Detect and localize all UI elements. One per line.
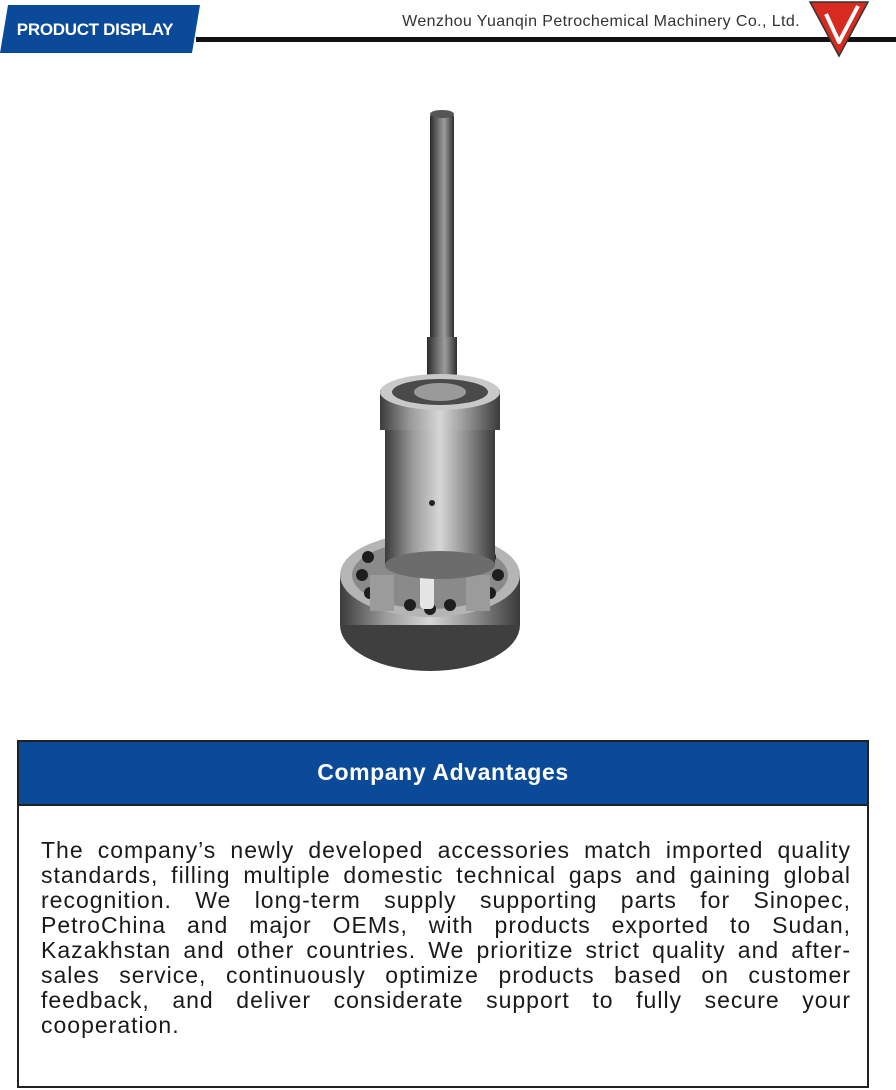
red-triangle-v-logo-icon bbox=[808, 0, 870, 60]
page-header bbox=[0, 0, 896, 60]
panel-header bbox=[19, 742, 867, 806]
tag-label: PRODUCT DISPLAY bbox=[16, 20, 174, 39]
product-display-tag bbox=[0, 5, 200, 53]
company-advantages-panel bbox=[17, 740, 869, 1088]
company-name: Wenzhou Yuanqin Petrochemical Machinery Co., Ltd. bbox=[402, 13, 800, 30]
valve-assembly-icon bbox=[330, 105, 530, 685]
header-rule bbox=[196, 37, 896, 42]
advantages-text: The company’s newly developed accessories match imported quality standards, filling multiple domestic technical gaps and gaining global recognition. We long-term supply supporting parts for Sinopec, PetroChina and major OEMs, with products exported to Sudan, Kazakhstan and other countries. We prioritize strict quality and after-sales service, continuously optimize products based on customer feedback, and deliver considerate support to fully secure your cooperation. bbox=[41, 837, 851, 1038]
panel-title: Company Advantages bbox=[317, 759, 569, 785]
